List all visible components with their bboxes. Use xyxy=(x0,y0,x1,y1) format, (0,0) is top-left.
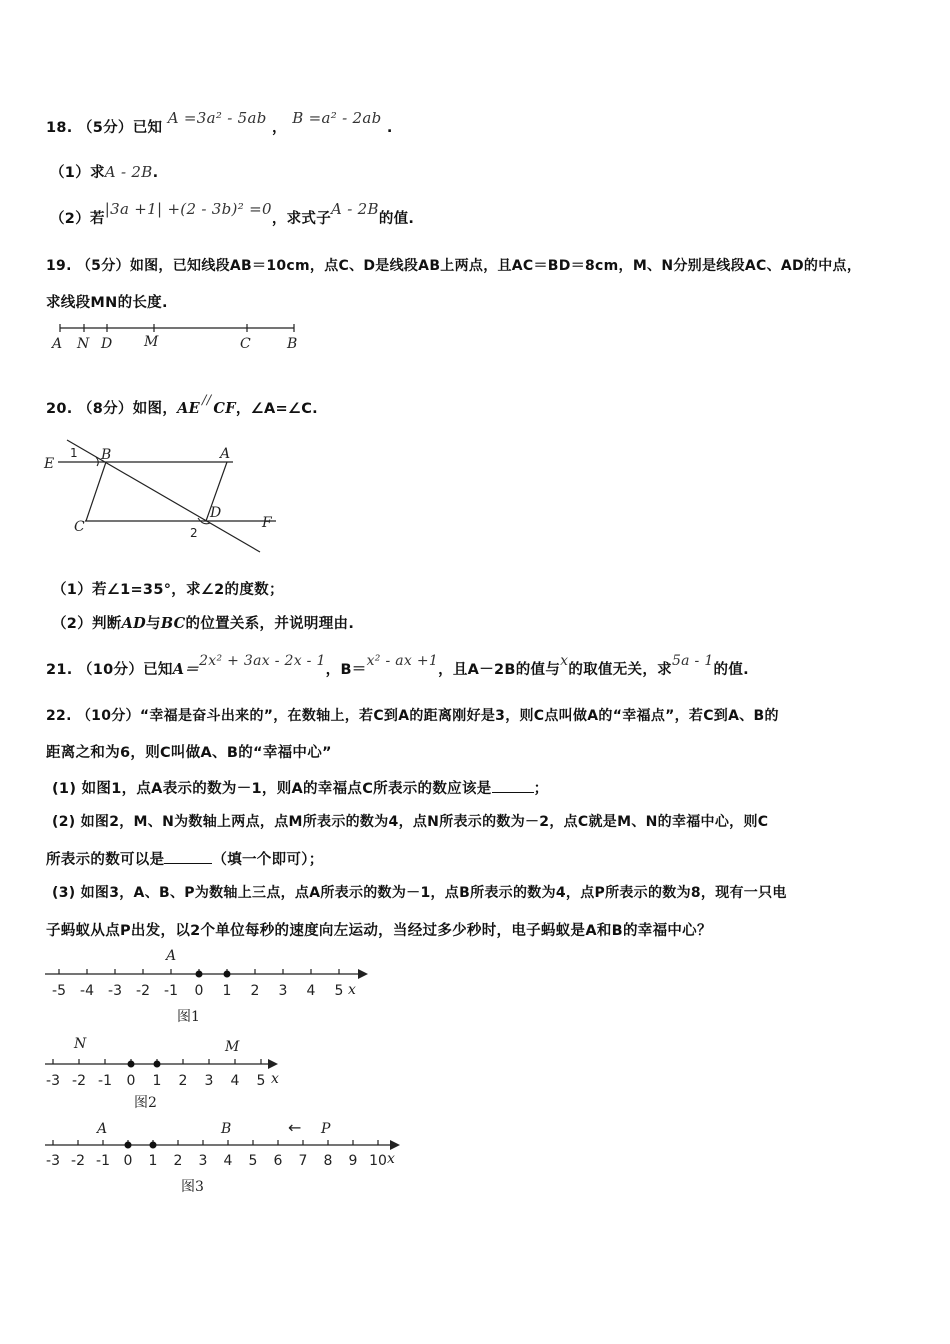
fig3-tick-label: -2 xyxy=(71,1153,85,1169)
fig1-axis-label: x xyxy=(348,982,356,998)
q18-end: . xyxy=(386,120,393,136)
label-a: A xyxy=(52,336,63,352)
fig1-tick-label: -5 xyxy=(52,983,66,999)
q22-part2-line2 xyxy=(46,848,324,869)
fig2-tick-label: 2 xyxy=(178,1073,188,1089)
label-angle-1: 1 xyxy=(70,446,78,460)
q18-p2-pre: （2）若 xyxy=(50,211,105,227)
fig3-tick-label: 6 xyxy=(273,1153,283,1169)
q22-part2-line1: (2) 如图2，M、N为数轴上两点，点M所表示的数为4，点N所表示的数为－2，点C就是M、N的幸福中心，则C xyxy=(52,814,769,830)
q18-p1-expr: A - 2B xyxy=(104,163,153,181)
label-d: D xyxy=(101,336,113,352)
q22-part3-line2: 子蚂蚁从点P出发，以2个单位每秒的速度向左运动，当经过多少秒时，电子蚂蚁是A和B的幸福中心？ xyxy=(46,923,712,939)
fig3-tick-label: 0 xyxy=(123,1153,133,1169)
q22-p1-end: ； xyxy=(533,781,549,797)
q18-p2-end: 的值. xyxy=(378,211,415,227)
fig3-tick-label: 4 xyxy=(223,1153,233,1169)
fig3-tick-label: -3 xyxy=(46,1153,60,1169)
label-e: E xyxy=(44,456,55,472)
fig1-tick-label: -2 xyxy=(136,983,150,999)
q21-b-expr: x² - ax +1 xyxy=(366,653,439,669)
q21-b-eq: ，B＝ xyxy=(325,662,367,678)
fig1-caption: 图1 xyxy=(177,1009,200,1025)
fig1-dot-0 xyxy=(196,971,203,978)
q22-p1-pre: (1) 如图1，点A表示的数为－1，则A的幸福点C所表示的数应该是 xyxy=(52,781,492,797)
q20-p2-ad: AD xyxy=(121,615,147,632)
q18-expr-a: A =3a² - 5ab xyxy=(167,109,267,127)
fig1-tick-label: -3 xyxy=(108,983,122,999)
fig3-left-arrow-icon: ← xyxy=(288,1118,302,1137)
q18-p2-cond: |3a +1| +(2 - 3b)² =0 xyxy=(104,200,272,218)
label-b: B xyxy=(101,447,112,463)
fig2-tick-label: 3 xyxy=(204,1073,214,1089)
fig2-tick-label: 0 xyxy=(126,1073,136,1089)
label-angle-2: 2 xyxy=(190,526,198,540)
fig3-tick-label: 5 xyxy=(248,1153,258,1169)
fig3-axis-label: x xyxy=(387,1151,395,1167)
fig2-caption: 图2 xyxy=(134,1095,157,1111)
label-m: M xyxy=(144,334,159,350)
label-c: C xyxy=(74,519,85,535)
q20-cf: CF xyxy=(213,400,236,417)
q18-p2-mid: ，求式子 xyxy=(271,211,332,227)
fig1-number-line xyxy=(40,945,370,1025)
fig3-label-p: P xyxy=(321,1121,331,1137)
fig2-axis-label: x xyxy=(271,1071,279,1087)
label-d: D xyxy=(210,505,222,521)
q21-a-expr: 2x² + 3ax - 2x - 1 xyxy=(199,653,326,669)
q21-a-eq: A＝ xyxy=(172,661,200,678)
fig2-tick-label: 1 xyxy=(152,1073,162,1089)
q21-stem xyxy=(46,653,749,679)
fig3-number-line xyxy=(40,1118,405,1198)
fig2-dot-1 xyxy=(154,1061,161,1068)
q19-line2: 求线段MN的长度. xyxy=(46,295,168,311)
fig1-tick-label: 2 xyxy=(250,983,260,999)
fig3-tick-label: 2 xyxy=(173,1153,183,1169)
q21-head: 21. （10分）已知 xyxy=(46,662,173,678)
q18-comma: ， xyxy=(272,120,287,136)
q19-segment-figure xyxy=(40,318,310,354)
q22-line2: 距离之和为6，则C叫做A、B的“幸福中心” xyxy=(46,745,332,761)
fig1-tick-label: 3 xyxy=(278,983,288,999)
fig3-caption: 图3 xyxy=(181,1179,204,1195)
q18-expr-b: B =a² - 2ab xyxy=(292,109,382,127)
fig2-tick-label: 5 xyxy=(256,1073,266,1089)
fig3-label-b: B xyxy=(221,1121,232,1137)
q19-line1: 19. （5分）如图，已知线段AB＝10cm，点C、D是线段AB上两点，且AC＝BD＝8cm，M、N分别是线段AC、AD的中点， xyxy=(46,258,862,274)
answer-blank-1[interactable] xyxy=(492,778,534,793)
q20-cond: ，∠A=∠C. xyxy=(235,401,318,417)
segment-bc xyxy=(86,462,106,521)
fig1-arrow-icon xyxy=(358,969,368,979)
q21-mid: ，且A－2B的值与 xyxy=(438,662,561,678)
fig1-tick-label: 0 xyxy=(194,983,204,999)
fig2-tick-label: -3 xyxy=(46,1073,60,1089)
fig3-tick-label: -1 xyxy=(96,1153,110,1169)
transversal xyxy=(67,440,260,552)
q22-part3-line1: (3) 如图3，A、B、P为数轴上三点，点A所表示的数为－1，点B所表示的数为4，点P所表示的数为8，现有一只电 xyxy=(52,885,787,901)
label-f: F xyxy=(262,515,272,531)
fig2-tick-label: 4 xyxy=(230,1073,240,1089)
label-b: B xyxy=(287,336,298,352)
q20-parallel: // xyxy=(202,393,212,408)
q20-p2-pre: （2）判断 xyxy=(52,616,122,632)
q20-parallel-figure xyxy=(40,435,285,557)
answer-blank-2[interactable] xyxy=(164,849,212,864)
fig1-tick-label: 5 xyxy=(334,983,344,999)
fig2-tick-label: -2 xyxy=(72,1073,86,1089)
label-n: N xyxy=(77,336,90,352)
fig3-label-a: A xyxy=(97,1121,108,1137)
fig3-tick-label: 1 xyxy=(148,1153,158,1169)
q22-p2-pre: 所表示的数可以是 xyxy=(46,852,165,868)
q22-line1: 22. （10分）“幸福是奋斗出来的”，在数轴上，若C到A的距离刚好是3，则C点叫做A的“幸福点”，若C到A、B的 xyxy=(46,708,779,724)
q18-stem xyxy=(46,109,393,137)
fig3-tick-label: 9 xyxy=(348,1153,358,1169)
q18-p1-pre: （1）求 xyxy=(50,165,105,181)
q20-p2-end: 的位置关系，并说明理由. xyxy=(185,616,355,632)
fig1-tick-label: 4 xyxy=(306,983,316,999)
fig2-tick-label: -1 xyxy=(98,1073,112,1089)
q21-mid2: 的取值无关，求 xyxy=(568,662,672,678)
fig2-label-m: M xyxy=(225,1039,240,1055)
fig3-ticks xyxy=(46,1140,387,1169)
q18-part2 xyxy=(50,200,415,228)
fig3-arrow-icon xyxy=(390,1140,400,1150)
fig3-tick-label: 7 xyxy=(298,1153,308,1169)
q20-p2-mid: 与 xyxy=(146,616,161,632)
fig1-tick-label: 1 xyxy=(222,983,232,999)
fig2-label-n: N xyxy=(74,1036,87,1052)
q20-p2-bc: BC xyxy=(160,615,186,632)
fig3-tick-label: 8 xyxy=(323,1153,333,1169)
q21-expr: 5a - 1 xyxy=(671,653,714,669)
label-c: C xyxy=(240,336,251,352)
fig3-tick-label: 3 xyxy=(198,1153,208,1169)
fig1-tick-label: -4 xyxy=(80,983,94,999)
fig3-dot-1 xyxy=(150,1142,157,1149)
q22-part1 xyxy=(52,777,548,798)
q20-part2 xyxy=(52,612,354,633)
q20-stem xyxy=(46,393,318,418)
fig1-tick-label: -1 xyxy=(164,983,178,999)
fig2-arrow-icon xyxy=(268,1059,278,1069)
q18-p2-expr: A - 2B xyxy=(331,200,379,218)
q22-p2-end: （填一个即可）； xyxy=(212,852,324,868)
label-a: A xyxy=(220,446,231,462)
fig3-tick-label: 10 xyxy=(369,1153,387,1169)
fig1-dot-1 xyxy=(224,971,231,978)
q20-part1: （1）若∠1=35°，求∠2的度数； xyxy=(52,582,284,598)
fig2-number-line xyxy=(40,1034,300,1116)
q21-x: x xyxy=(560,653,569,669)
fig3-dot-0 xyxy=(125,1142,132,1149)
q20-ae: AE xyxy=(177,400,201,417)
fig2-dot-0 xyxy=(128,1061,135,1068)
q20-head: 20. （8分）如图， xyxy=(46,401,178,417)
fig1-label-a: A xyxy=(166,948,177,964)
q18-part1 xyxy=(50,161,158,182)
q21-end: 的值. xyxy=(713,662,749,678)
q18-head: 18. （5分）已知 xyxy=(46,120,163,136)
q18-p1-end: . xyxy=(152,165,159,181)
